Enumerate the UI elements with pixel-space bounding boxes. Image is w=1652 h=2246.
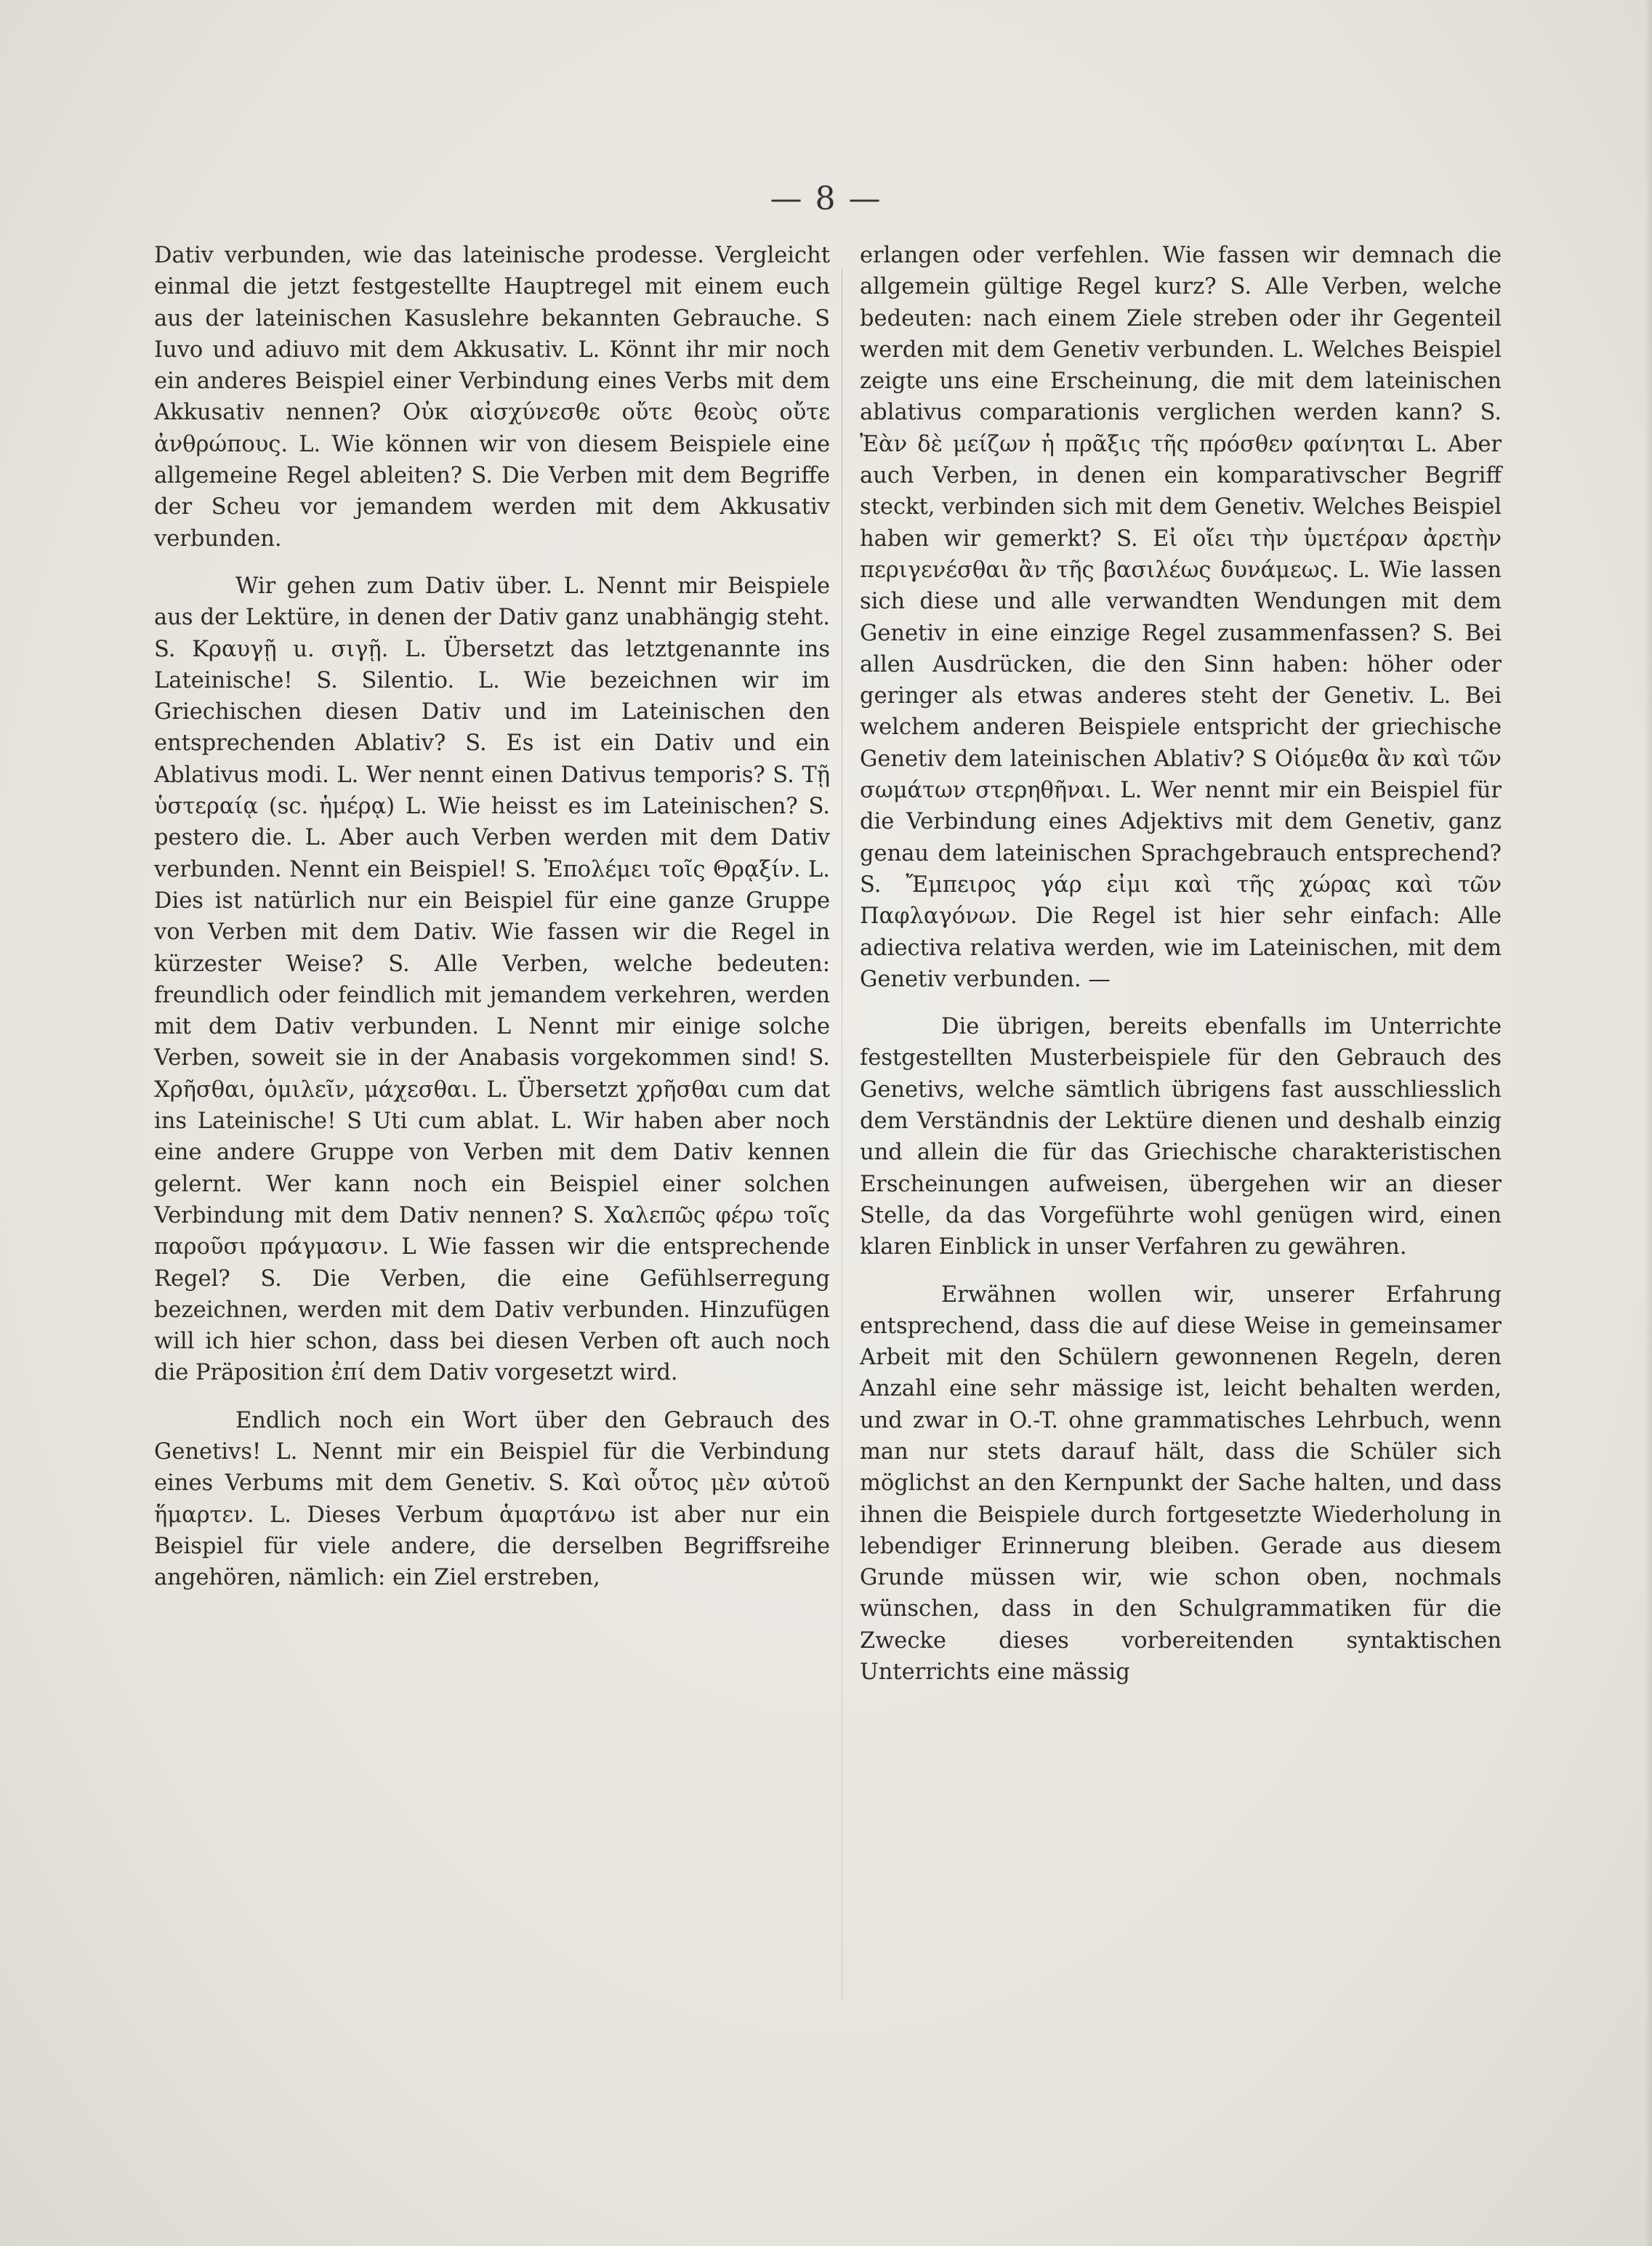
page-edge-shadow (1645, 0, 1652, 2246)
paragraph: Erwähnen wollen wir, unserer Erfahrung entsprechend, dass die auf diese Weise in gemeinsamer Arbeit mit den Schülern gewonnenen Regeln, deren Anzahl eine sehr mässige ist, leicht behalten werden, und zwar in O.-T. ohne grammatisches Lehrbuch, wenn man nur stets darauf hält, dass die Schüler sich möglichst an den Kernpunkt der Sache halten, und dass ihnen die Beispiele durch fortgesetzte Wiederholung in lebendiger Erinnerung bleiben. Gerade aus diesem Grunde müssen wir, wie schon oben, nochmals wünschen, dass in den Schulgrammatiken für die Zwecke dieses vorbereitenden syntaktischen Unterrichts eine mässig (860, 1281, 1502, 1686)
paragraph: erlangen oder verfehlen. Wie fassen wir demnach die allgemein gültige Regel kurz? S. Alle Verben, welche bedeuten: nach einem Ziele streben oder ihr Gegenteil werden mit dem Genetiv verbunden. L. Welches Beispiel zeigte uns eine Erscheinung, die mit dem lateinischen ablativus comparationis verglichen werden kann? S. Ἐὰν δὲ μείζων ἡ πρᾶξις τῆς πρόσθεν φαίνηται L. Aber auch Verben, in denen ein komparativscher Begriff steckt, verbinden sich mit dem Genetiv. Welches Beispiel haben wir gemerkt? S. Εἰ οἴει τὴν ὑμετέραν ἀρετὴν περιγενέσθαι ἂν τῆς βασιλέως δυνάμεως. L. Wie lassen sich diese und alle verwandten Wendungen mit dem Genetiv in eine einzige Regel zusammenfassen? S. Bei allen Ausdrücken, die den Sinn haben: höher oder geringer als etwas anderes steht der Genetiv. L. Bei welchem anderen Beispiele entspricht der griechische Genetiv dem lateinischen Ablativ? S Οἰόμεθα ἂν καὶ τῶν σωμάτων στερηθῆναι. L. Wer nennt mir ein Beispiel für die Verbindung eines Adjektivs mit dem Genetiv, ganz genau dem lateinischen Sprachgebrauch entsprechend? S. Ἔμπειρος γάρ εἰμι καὶ τῆς χώρας καὶ τῶν Παφλαγόνων. Die Regel ist hier sehr einfach: Alle adiectiva relativa werden, wie im Lateinischen, mit dem Genetiv verbunden. — (860, 243, 1502, 992)
paragraph: Dativ verbunden, wie das lateinische prodesse. Vergleicht einmal die jetzt festgestellte Hauptregel mit einem euch aus der lateinischen Kasuslehre bekannten Gebrauche. S Iuvo und adiuvo mit dem Akkusativ. L. Könnt ihr mir noch ein anderes Beispiel einer Verbindung eines Verbs mit dem Akkusativ nennen? Οὐκ αἰσχύνεσθε οὔτε θεοὺς οὔτε ἀνθρώπους. L. Wie können wir von diesem Beispiele eine allgemeine Regel ableiten? S. Die Verben mit dem Begriffe der Scheu vor jemandem werden mit dem Akkusativ verbunden. (154, 243, 830, 552)
paragraph: Endlich noch ein Wort über den Gebrauch des Genetivs! L. Nennt mir ein Beispiel für die Verbindung eines Verbums mit dem Genetiv. S. Καὶ οὗτος μὲν αὐτοῦ ἥμαρτεν. L. Dieses Verbum ἁμαρτάνω ist aber nur ein Beispiel für viele andere, die derselben Begriffsreihe angehören, nämlich: ein Ziel erstreben, (154, 1407, 830, 1591)
page-number: — 8 — (770, 180, 882, 217)
right-text-column (860, 240, 1502, 1688)
paragraph: Die übrigen, bereits ebenfalls im Unterrichte festgestellten Musterbeispiele für den Gebrauch des Genetivs, welche sämtlich übrigens fast ausschliesslich dem Verständnis der Lektüre dienen und deshalb einzig und allein die für das Griechische charakteristischen Erscheinungen aufweisen, übergehen wir an dieser Stelle, da das Vorgeführte wohl genügen wird, einen klaren Einblick in unser Verfahren zu gewähren. (860, 1014, 1502, 1260)
left-text-column (154, 240, 830, 1593)
paragraph: Wir gehen zum Dativ über. L. Nennt mir Beispiele aus der Lektüre, in denen der Dativ ganz unabhängig steht. S. Κραυγῇ u. σιγῇ. L. Übersetzt das letztgenannte ins Lateinische! S. Silentio. L. Wie bezeichnen wir im Griechischen diesen Dativ und im Lateinischen den entsprechenden Ablativ? S. Es ist ein Dativ und ein Ablativus modi. L. Wer nennt einen Dativus temporis? S. Τῇ ὑστεραίᾳ (sc. ἡμέρᾳ) L. Wie heisst es im Lateinischen? S. pestero die. L. Aber auch Verben werden mit dem Dativ verbunden. Nennt ein Beispiel! S. Ἐπολέμει τοῖς Θρᾳξίν. L. Dies ist natürlich nur ein Beispiel für eine ganze Gruppe von Verben mit dem Dativ. Wie fassen wir die Regel in kürzester Weise? S. Alle Verben, welche bedeuten: freundlich oder feindlich mit jemandem verkehren, werden mit dem Dativ verbunden. L Nennt mir einige solche Verben, soweit sie in der Anabasis vorgekommen sind! S. Χρῆσθαι, ὁμιλεῖν, μάχεσθαι. L. Übersetzt χρῆσθαι cum dat ins Lateinische! S Uti cum ablat. L. Wir haben aber noch eine andere Gruppe von Verben mit dem Dativ kennen gelernt. Wer kann noch ein Beispiel einer solchen Verbindung mit dem Dativ nennen? S. Χαλεπῶς φέρω τοῖς παροῦσι πράγμασιν. L Wie fassen wir die entsprechende Regel? S. Die Verben, die eine Gefühlserregung bezeichnen, werden mit dem Dativ verbunden. Hinzufügen will ich hier schon, dass bei diesen Verben oft auch noch die Präposition ἐπί dem Dativ vorgesetzt wird. (154, 573, 830, 1386)
